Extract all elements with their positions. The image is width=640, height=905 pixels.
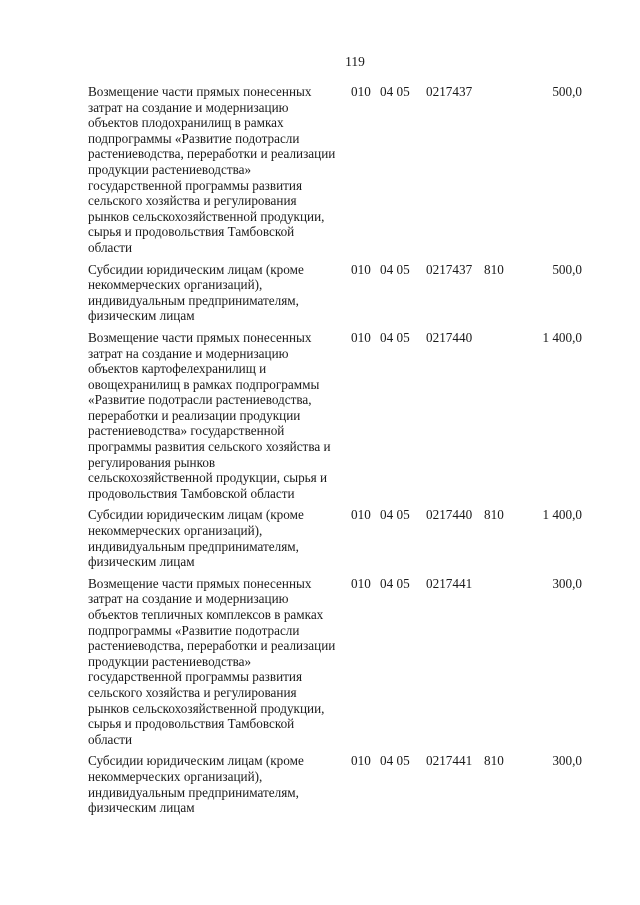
- target-article-code: 0217440: [426, 507, 473, 523]
- amount-value: 300,0: [552, 575, 582, 591]
- section-code: 04 05: [380, 507, 410, 523]
- row-description: Субсидии юридическим лицам (кроме некоммерческих организаций), индивидуальным предпринимателям, физическим лицам: [88, 261, 304, 324]
- table-row: [0, 262, 640, 324]
- row-description: Субсидии юридическим лицам (кроме некоммерческих организаций), индивидуальным предпринимателям, физическим лицам: [88, 753, 304, 816]
- section-code: 04 05: [380, 575, 410, 591]
- ministry-code: 010: [351, 575, 371, 591]
- expense-type-code: 810: [484, 753, 504, 769]
- budget-table: [0, 84, 640, 822]
- page-number: 119: [345, 54, 365, 69]
- ministry-code: 010: [351, 329, 371, 345]
- amount-value: 500,0: [552, 84, 582, 99]
- amount-value: 500,0: [552, 261, 582, 277]
- table-row: [0, 507, 640, 569]
- table-row: [0, 576, 640, 748]
- ministry-code: 010: [351, 507, 371, 523]
- ministry-code: 010: [351, 84, 371, 99]
- table-row: [0, 84, 640, 256]
- target-article-code: 0217440: [426, 329, 473, 345]
- ministry-code: 010: [351, 261, 371, 277]
- row-description: Субсидии юридическим лицам (кроме некоммерческих организаций), индивидуальным предпринимателям, физическим лицам: [88, 507, 304, 570]
- row-description: Возмещение части прямых понесенных затрат на создание и модернизацию объектов тепличных комплексов в рамках подпрограммы «Развитие подотрасли растениеводства, переработки и реализации продукции растениеводства» государственной программы развития сельского хозяйства и регулирования рынков сельскохозяйственной продукции, сырья и продовольствия Тамбовской области: [88, 575, 336, 747]
- amount-value: 1 400,0: [542, 507, 582, 523]
- section-code: 04 05: [380, 329, 410, 345]
- target-article-code: 0217437: [426, 261, 473, 277]
- amount-value: 300,0: [552, 753, 582, 769]
- section-code: 04 05: [380, 753, 410, 769]
- table-row: [0, 753, 640, 815]
- target-article-code: 0217441: [426, 753, 473, 769]
- expense-type-code: 810: [484, 261, 504, 277]
- row-description: Возмещение части прямых понесенных затрат на создание и модернизацию объектов картофелехранилищ и овощехранилищ в рамках подпрограммы «Развитие подотрасли растениеводства, переработки и реализации продукции растениеводства» государственной программы развития сельского хозяйства и регулирования рынков сельскохозяйственной продукции, сырья и продовольствия Тамбовской области: [88, 329, 331, 501]
- section-code: 04 05: [380, 261, 410, 277]
- row-description: Возмещение части прямых понесенных затрат на создание и модернизацию объектов плодохранилищ в рамках подпрограммы «Развитие подотрасли растениеводства, переработки и реализации продукции растениеводства» государственной программы развития сельского хозяйства и регулирования рынков сельскохозяйственной продукции, сырья и продовольствия Тамбовской области: [88, 84, 336, 255]
- expense-type-code: 810: [484, 507, 504, 523]
- ministry-code: 010: [351, 753, 371, 769]
- amount-value: 1 400,0: [542, 329, 582, 345]
- target-article-code: 0217437: [426, 84, 473, 99]
- table-row: [0, 330, 640, 502]
- section-code: 04 05: [380, 84, 410, 99]
- target-article-code: 0217441: [426, 575, 473, 591]
